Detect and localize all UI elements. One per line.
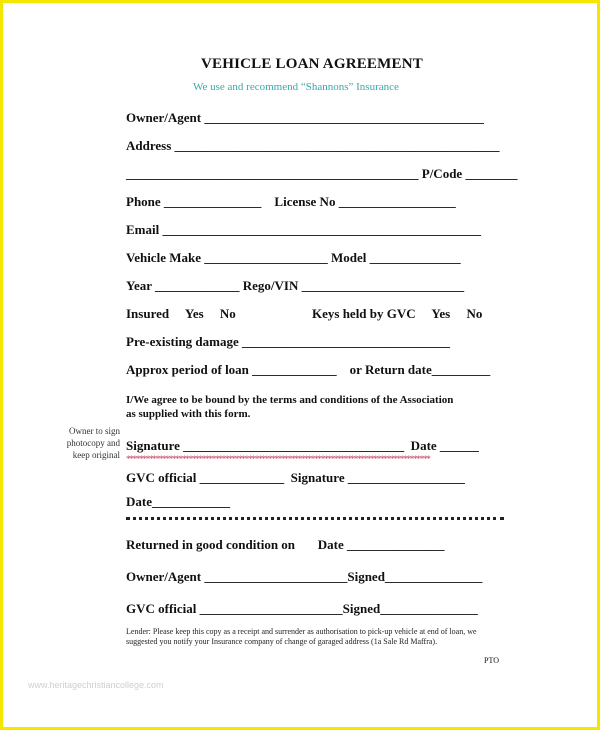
insured-options[interactable]: Insured Yes No xyxy=(126,306,236,321)
gvc-official-signature-field[interactable]: GVC official _____________ Signature __________________ xyxy=(126,470,465,485)
pto-label: PTO xyxy=(484,656,499,665)
document-page xyxy=(20,20,580,710)
form-title: VEHICLE LOAN AGREEMENT xyxy=(201,56,423,72)
watermark: www.heritagechristiancollege.com xyxy=(28,680,164,690)
pre-existing-damage-field[interactable]: Pre-existing damage ________________________________ xyxy=(126,334,451,349)
keys-held-options[interactable]: Keys held by GVC Yes No xyxy=(312,306,483,321)
email-field[interactable]: Email _________________________________________________ xyxy=(126,222,481,237)
vehicle-make-model-field[interactable]: Vehicle Make ___________________ Model ______________ xyxy=(126,250,461,265)
returned-condition-field[interactable]: Returned in good condition on Date _______________ xyxy=(126,537,445,552)
address-field[interactable]: Address __________________________________________________ xyxy=(126,138,500,153)
agreement-text-line1: I/We agree to be bound by the terms and conditions of the Association xyxy=(126,394,454,406)
loan-period-field[interactable]: Approx period of loan _____________ or Return date_________ xyxy=(126,362,491,377)
phone-license-field[interactable]: Phone _______________ License No __________________ xyxy=(126,194,456,209)
form-subtitle: We use and recommend “Shannons” Insurance xyxy=(193,81,399,93)
footnote: Lender: Please keep this copy as a receipt and surrender as authorisation to pick-up vehicle at end of loan, we suggested you notify your Insurance company of change of garaged address (1a Sale Rd Maffra). xyxy=(126,627,477,646)
date-field[interactable]: Date____________ xyxy=(126,494,230,509)
side-note-line: photocopy and xyxy=(66,438,120,448)
dotted-divider xyxy=(126,517,504,520)
side-note-line: Owner to sign xyxy=(69,426,120,436)
signature-date-field[interactable]: Signature __________________________________ Date ______ xyxy=(126,438,479,453)
owner-agent-signed-field[interactable]: Owner/Agent ______________________Signed_______________ xyxy=(126,569,483,584)
year-rego-field[interactable]: Year _____________ Rego/VIN _________________________ xyxy=(126,278,465,293)
side-note xyxy=(58,425,120,461)
agreement-text-line2: as supplied with this form. xyxy=(126,408,251,420)
postcode-field[interactable]: _____________________________________________ P/Code ________ xyxy=(126,166,518,181)
gvc-official-signed-field[interactable]: GVC official ______________________Signed_______________ xyxy=(126,601,478,616)
side-note-line: keep original xyxy=(72,450,120,460)
star-divider: ******************************************************************************************** xyxy=(126,454,430,464)
owner-agent-field[interactable]: Owner/Agent ___________________________________________ xyxy=(126,110,484,125)
